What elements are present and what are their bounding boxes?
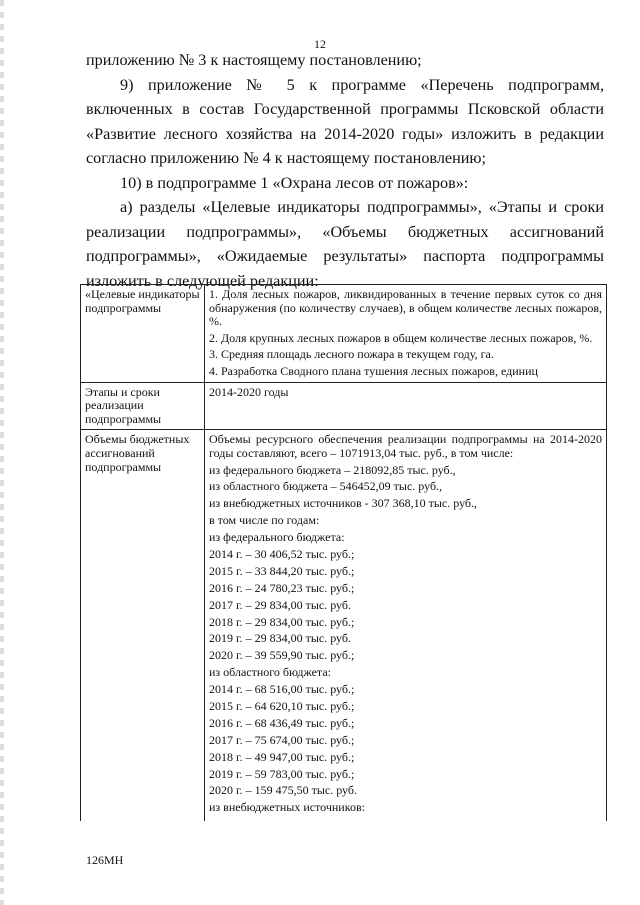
table-row (81, 430, 607, 821)
budget-line: 2015 г. – 64 620,10 тыс. руб.; (209, 699, 355, 713)
stages-value: 2014-2020 годы (209, 384, 289, 399)
budget-line: из федерального бюджета – 218092,85 тыс. руб., (209, 462, 456, 477)
budget-line: 2018 г. – 29 834,00 тыс. руб.; (209, 614, 355, 629)
budget-line: из федерального бюджета: (209, 530, 345, 545)
indicator-item: 2. Доля крупных лесных пожаров в общем количестве лесных пожаров, %. (209, 330, 593, 345)
paragraph-4: а) разделы «Целевые индикаторы подпрограммы», «Этапы и сроки реализации подпрограммы», «Объемы бюджетных ассигнований подпрограммы», «Ожидаемые результаты» паспорта подпрограммы изложить в следующей редакции: (86, 198, 604, 290)
document-code: 126МН (86, 853, 124, 867)
page-number: 12 (314, 37, 326, 51)
budget-line: из внебюджетных источников - 307 368,10 тыс. руб., (209, 496, 478, 511)
budget-line: 2014 г. – 68 516,00 тыс. руб.; (209, 682, 355, 697)
indicator-item: 3. Средняя площадь лесного пожара в текущем году, га. (209, 347, 494, 362)
budget-line: 2017 г. – 29 834,00 тыс. руб. (209, 597, 351, 612)
table-row (81, 285, 607, 383)
indicator-item: 1. Доля лесных пожаров, ликвидированных в течение первых суток со дня обнаружения (по количеству случаев), в общем количестве лесных пожаров, %. (209, 287, 602, 329)
budget-line: 2014 г. – 30 406,52 тыс. руб.; (209, 546, 355, 561)
budget-line: 2017 г. – 75 674,00 тыс. руб.; (209, 732, 355, 747)
passport-table (80, 284, 607, 821)
budget-line: из областного бюджета: (209, 665, 331, 680)
budget-line: 2016 г. – 24 780,23 тыс. руб.; (209, 580, 355, 595)
budget-line: 2016 г. – 68 436,49 тыс. руб.; (209, 715, 355, 730)
budget-line: 2015 г. – 33 844,20 тыс. руб.; (209, 563, 355, 578)
indicator-item: 4. Разработка Сводного плана тушения лесных пожаров, единиц (209, 363, 538, 378)
budget-line: 2020 г. – 159 475,50 тыс. руб. (209, 783, 357, 798)
budget-line: 2020 г. – 39 559,90 тыс. руб.; (209, 648, 355, 663)
scan-edge (0, 0, 4, 905)
budget-line: из областного бюджета – 546452,09 тыс. руб., (209, 479, 443, 494)
row-content-stages (205, 382, 607, 430)
paragraph-2: 9) приложение № 5 к программе «Перечень подпрограмм, включенных в состав Государственной программы Псковской области «Развитие лесного хозяйства на 2014-2020 годы» изложить в редакции согласно приложению № 4 к настоящему постановлению; (86, 75, 604, 167)
budget-intro: Объемы ресурсного обеспечения реализации подпрограммы на 2014-2020 годы составляют, всего – 1071913,04 тыс. руб., в том числе: (209, 432, 602, 460)
paragraph-3: 10) в подпрограмме 1 «Охрана лесов от пожаров»: (120, 173, 469, 192)
budget-line: в том числе по годам: (209, 513, 320, 528)
row-label-budget: Объемы бюджетных ассигнований подпрограммы (81, 430, 205, 821)
row-label-indicators: «Целевые индикаторы подпрограммы (81, 285, 205, 383)
budget-line: из внебюджетных источников: (209, 800, 365, 815)
document-body (86, 48, 604, 293)
paragraph-1: приложению № 3 к настоящему постановлению; (86, 51, 422, 69)
budget-line: 2019 г. – 59 783,00 тыс. руб.; (209, 766, 355, 781)
row-label-stages: Этапы и сроки реализации подпрограммы (81, 382, 205, 430)
table-row (81, 382, 607, 430)
row-content-budget (205, 430, 607, 821)
budget-line: 2019 г. – 29 834,00 тыс. руб. (209, 631, 351, 646)
budget-line: 2018 г. – 49 947,00 тыс. руб.; (209, 749, 355, 764)
row-content-indicators (205, 285, 607, 383)
